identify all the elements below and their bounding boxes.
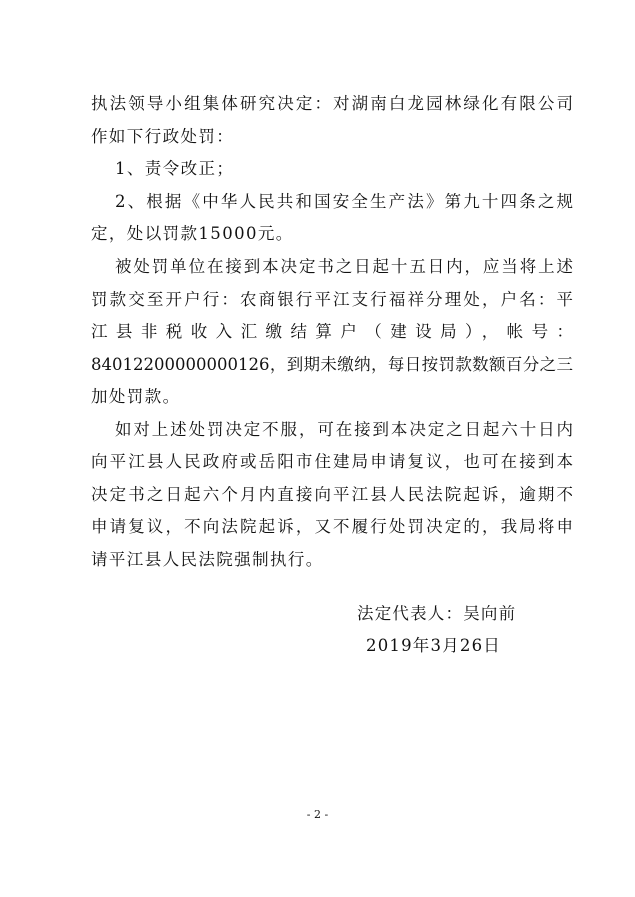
paragraph-line: 罚款交至开户行：农商银行平江支行福祥分理处，户名：平 [91,290,573,309]
paragraph-line: 加处罚款。 [91,387,181,406]
legal-representative: 法定代表人：吴向前 [357,604,517,623]
paragraph-line: 作如下行政处罚： [91,127,235,146]
signature-date: 2019年3月26日 [366,636,501,655]
paragraph-line: 定，处以罚款15000元。 [91,224,294,243]
paragraph-line: 决定书之日起六个月内直接向平江县人民法院起诉，逾期不 [91,485,573,504]
paragraph-line: 请平江县人民法院强制执行。 [91,550,324,569]
paragraph-line: 84012200000000126，到期未缴纳，每日按罚款数额百分之三 [91,355,573,374]
paragraph-line: 向平江县人民政府或岳阳市住建局申请复议，也可在接到本 [91,452,573,471]
list-item-1: 1、责令改正； [115,159,235,178]
paragraph-line: 如对上述处罚决定不服，可在接到本决定之日起六十日内 [115,420,573,439]
page-number: - 2 - [306,808,329,821]
paragraph-line: 江县非税收入汇缴结算户（建设局），帐号： [91,322,573,341]
list-item-2: 2、根据《中华人民共和国安全生产法》第九十四条之规 [115,192,573,211]
paragraph-line: 申请复议，不向法院起诉，又不履行处罚决定的，我局将申 [91,517,573,536]
paragraph-line: 被处罚单位在接到本决定书之日起十五日内，应当将上述 [115,257,573,276]
paragraph-line: 执法领导小组集体研究决定：对湖南白龙园林绿化有限公司 [91,94,573,113]
